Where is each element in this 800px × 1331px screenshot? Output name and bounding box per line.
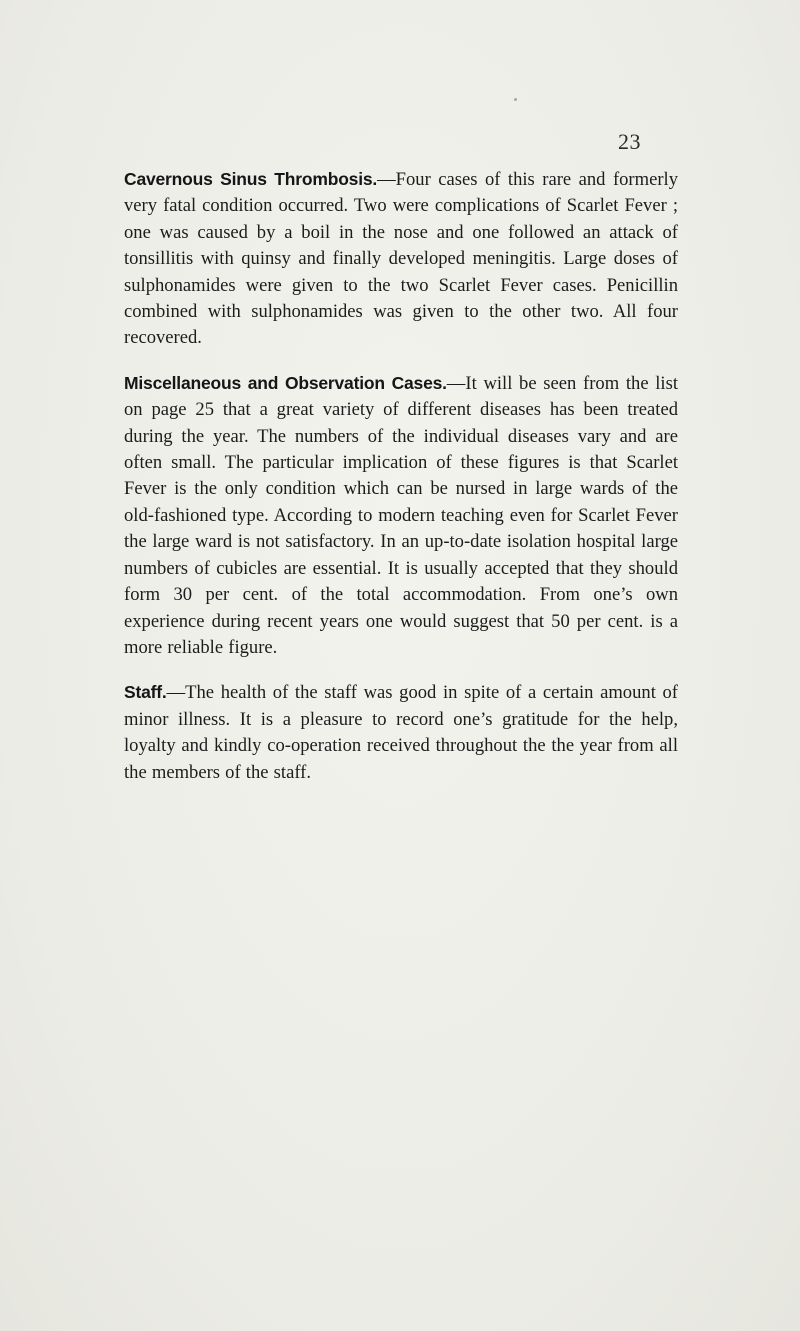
- paragraph-text: —The health of the staff was good in spite of a certain amount of minor illness. It is a pleasure to record one’s gratitude for the help, loyalty and kindly co-operation received throughout the the year from all the members of the staff.: [124, 682, 678, 783]
- paragraph-text: —Four cases of this rare and formerly very fatal condition occurred. Two were complications of Scarlet Fever ; one was caused by a boil in the nose and one followed an attack of tonsillitis with quinsy and finally developed meningitis. Large doses of sulphonamides were given to the two Scarlet Fever cases. Penicillin combined with sulphonamides was given to the other two. All four recovered.: [124, 169, 678, 349]
- paragraph-cavernous-sinus-thrombosis: [124, 166, 678, 352]
- paragraph-heading: Miscellaneous and Observation Cases.: [124, 372, 447, 393]
- paragraph-staff: [124, 679, 678, 786]
- paragraph-heading: Staff.: [124, 682, 167, 703]
- page-speck: [514, 98, 517, 101]
- paragraph-heading: Cavernous Sinus Thrombosis.: [124, 169, 378, 189]
- paragraph-text: —It will be seen from the list on page 25 that a great variety of different diseases has been treated during the year. The numbers of the individual diseases vary and are often small. The particular implication of these figures is that Scarlet Fever is the only condition which can be nursed in large wards of the old-fashioned type. According to modern teaching even for Scarlet Fever the large ward is not satisfactory. In an up-to-date isolation hospital large numbers of cubicles are essential. It is usually accepted that they should form 30 per cent. of the total accommodation. From one’s own experience during recent years one would suggest that 50 per cent. is a more reliable figure.: [124, 372, 678, 658]
- page-number: 23: [618, 129, 641, 154]
- paragraph-miscellaneous-observation-cases: [124, 370, 678, 661]
- page-body: [124, 166, 678, 804]
